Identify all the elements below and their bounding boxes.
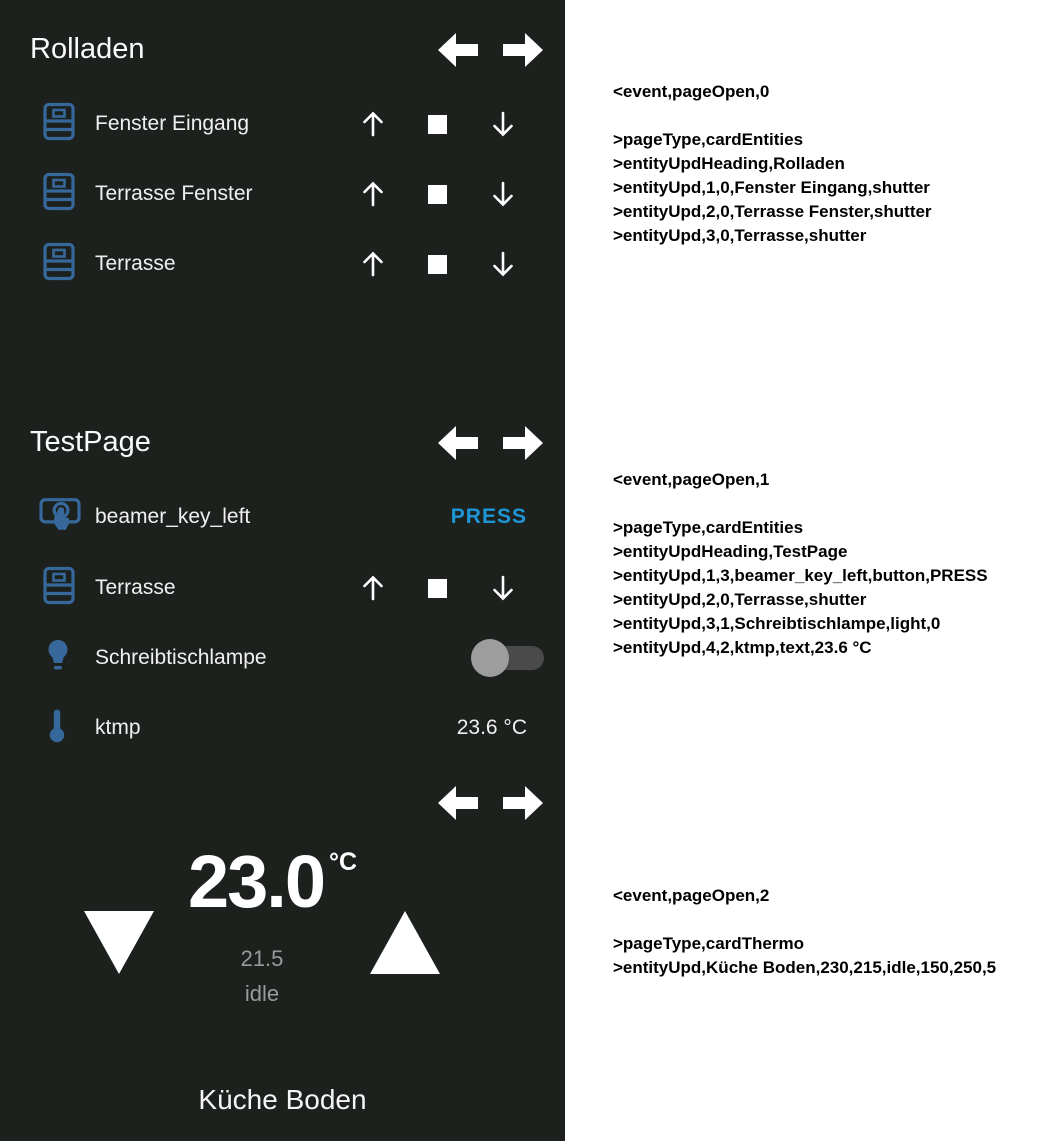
entity-label: beamer_key_left (95, 505, 251, 528)
protocol-gap (613, 492, 988, 516)
protocol-block-page0 (613, 80, 932, 248)
entity-label: Schreibtischlampe (95, 646, 267, 669)
protocol-gap (613, 908, 996, 932)
protocol-event-line: <event,pageOpen,2 (613, 886, 770, 905)
protocol-event-line: <event,pageOpen,0 (613, 82, 770, 101)
light-toggle[interactable] (471, 638, 545, 678)
temp-decrease-button[interactable] (82, 908, 156, 978)
protocol-line: >entityUpd,4,2,ktmp,text,23.6 °C (613, 638, 872, 657)
arrow-down-icon (490, 590, 516, 607)
arrow-right-icon (503, 807, 543, 824)
nav-next-button[interactable] (503, 426, 543, 460)
arrow-up-icon (360, 266, 386, 283)
current-temperature-value: 23.0 (188, 840, 325, 923)
protocol-line: >entityUpd,2,0,Terrasse Fenster,shutter (613, 202, 932, 221)
protocol-line: >entityUpd,1,3,beamer_key_left,button,PRESS (613, 566, 988, 585)
nav-prev-button[interactable] (438, 786, 478, 820)
arrow-down-icon (490, 126, 516, 143)
toggle-knob (471, 639, 509, 677)
window-shutter-icon (42, 243, 76, 286)
arrow-left-icon (438, 807, 478, 824)
temp-increase-button[interactable] (368, 908, 442, 978)
shutter-up-button[interactable] (360, 573, 386, 603)
protocol-gap (613, 104, 932, 128)
protocol-line: >pageType,cardEntities (613, 130, 804, 149)
entity-row (0, 636, 565, 680)
shutter-up-button[interactable] (360, 249, 386, 279)
temperature-unit: °C (329, 848, 358, 876)
triangle-up-icon (368, 965, 442, 982)
arrow-up-icon (360, 590, 386, 607)
shutter-down-button[interactable] (490, 109, 516, 139)
protocol-line: >entityUpdHeading,TestPage (613, 542, 848, 561)
entity-label: ktmp (95, 716, 141, 739)
arrow-up-icon (360, 126, 386, 143)
entity-row (0, 706, 565, 750)
arrow-left-icon (438, 54, 478, 71)
arrow-left-icon (438, 447, 478, 464)
protocol-line: >pageType,cardThermo (613, 934, 804, 953)
thermostat-entity-name: Küche Boden (198, 1084, 367, 1115)
press-button[interactable]: PRESS (450, 505, 527, 528)
entity-row (0, 242, 565, 286)
page-title: Rolladen (30, 33, 145, 65)
protocol-line: >entityUpd,Küche Boden,230,215,idle,150,250,5 (613, 958, 997, 977)
arrow-down-icon (490, 196, 516, 213)
nav-prev-button[interactable] (438, 426, 478, 460)
protocol-block-page2 (613, 884, 996, 980)
shutter-down-button[interactable] (490, 573, 516, 603)
entity-row (0, 102, 565, 146)
target-temperature: 21.5 (240, 946, 284, 971)
thermostat-state: idle (244, 981, 280, 1006)
window-shutter-icon (42, 103, 76, 146)
sensor-value: 23.6 °C (456, 716, 527, 739)
thermometer-icon (48, 708, 66, 749)
arrow-down-icon (490, 266, 516, 283)
window-shutter-icon (42, 567, 76, 610)
current-temperature (188, 840, 358, 923)
gesture-tap-button-icon (38, 496, 82, 539)
protocol-line: >entityUpd,3,0,Terrasse,shutter (613, 226, 867, 245)
entity-label: Terrasse (95, 252, 176, 275)
arrow-right-icon (503, 447, 543, 464)
shutter-down-button[interactable] (490, 179, 516, 209)
protocol-line: >pageType,cardEntities (613, 518, 804, 537)
protocol-line: >entityUpdHeading,Rolladen (613, 154, 845, 173)
protocol-line: >entityUpd,3,1,Schreibtischlampe,light,0 (613, 614, 941, 633)
lightbulb-icon (45, 639, 71, 678)
nav-prev-button[interactable] (438, 33, 478, 67)
arrow-right-icon (503, 54, 543, 71)
entity-row (0, 495, 565, 539)
shutter-up-button[interactable] (360, 109, 386, 139)
triangle-down-icon (82, 965, 156, 982)
entity-label: Terrasse Fenster (95, 182, 253, 205)
window-shutter-icon (42, 173, 76, 216)
shutter-stop-button[interactable] (428, 579, 447, 598)
shutter-up-button[interactable] (360, 179, 386, 209)
entity-row (0, 172, 565, 216)
arrow-up-icon (360, 196, 386, 213)
shutter-stop-button[interactable] (428, 255, 447, 274)
nav-next-button[interactable] (503, 786, 543, 820)
protocol-block-page1 (613, 468, 988, 660)
nav-next-button[interactable] (503, 33, 543, 67)
entity-row (0, 566, 565, 610)
entity-label: Terrasse (95, 576, 176, 599)
protocol-event-line: <event,pageOpen,1 (613, 470, 770, 489)
page-title: TestPage (30, 426, 151, 458)
entity-label: Fenster Eingang (95, 112, 250, 135)
protocol-line: >entityUpd,2,0,Terrasse,shutter (613, 590, 867, 609)
protocol-line: >entityUpd,1,0,Fenster Eingang,shutter (613, 178, 930, 197)
shutter-stop-button[interactable] (428, 115, 447, 134)
shutter-down-button[interactable] (490, 249, 516, 279)
shutter-stop-button[interactable] (428, 185, 447, 204)
